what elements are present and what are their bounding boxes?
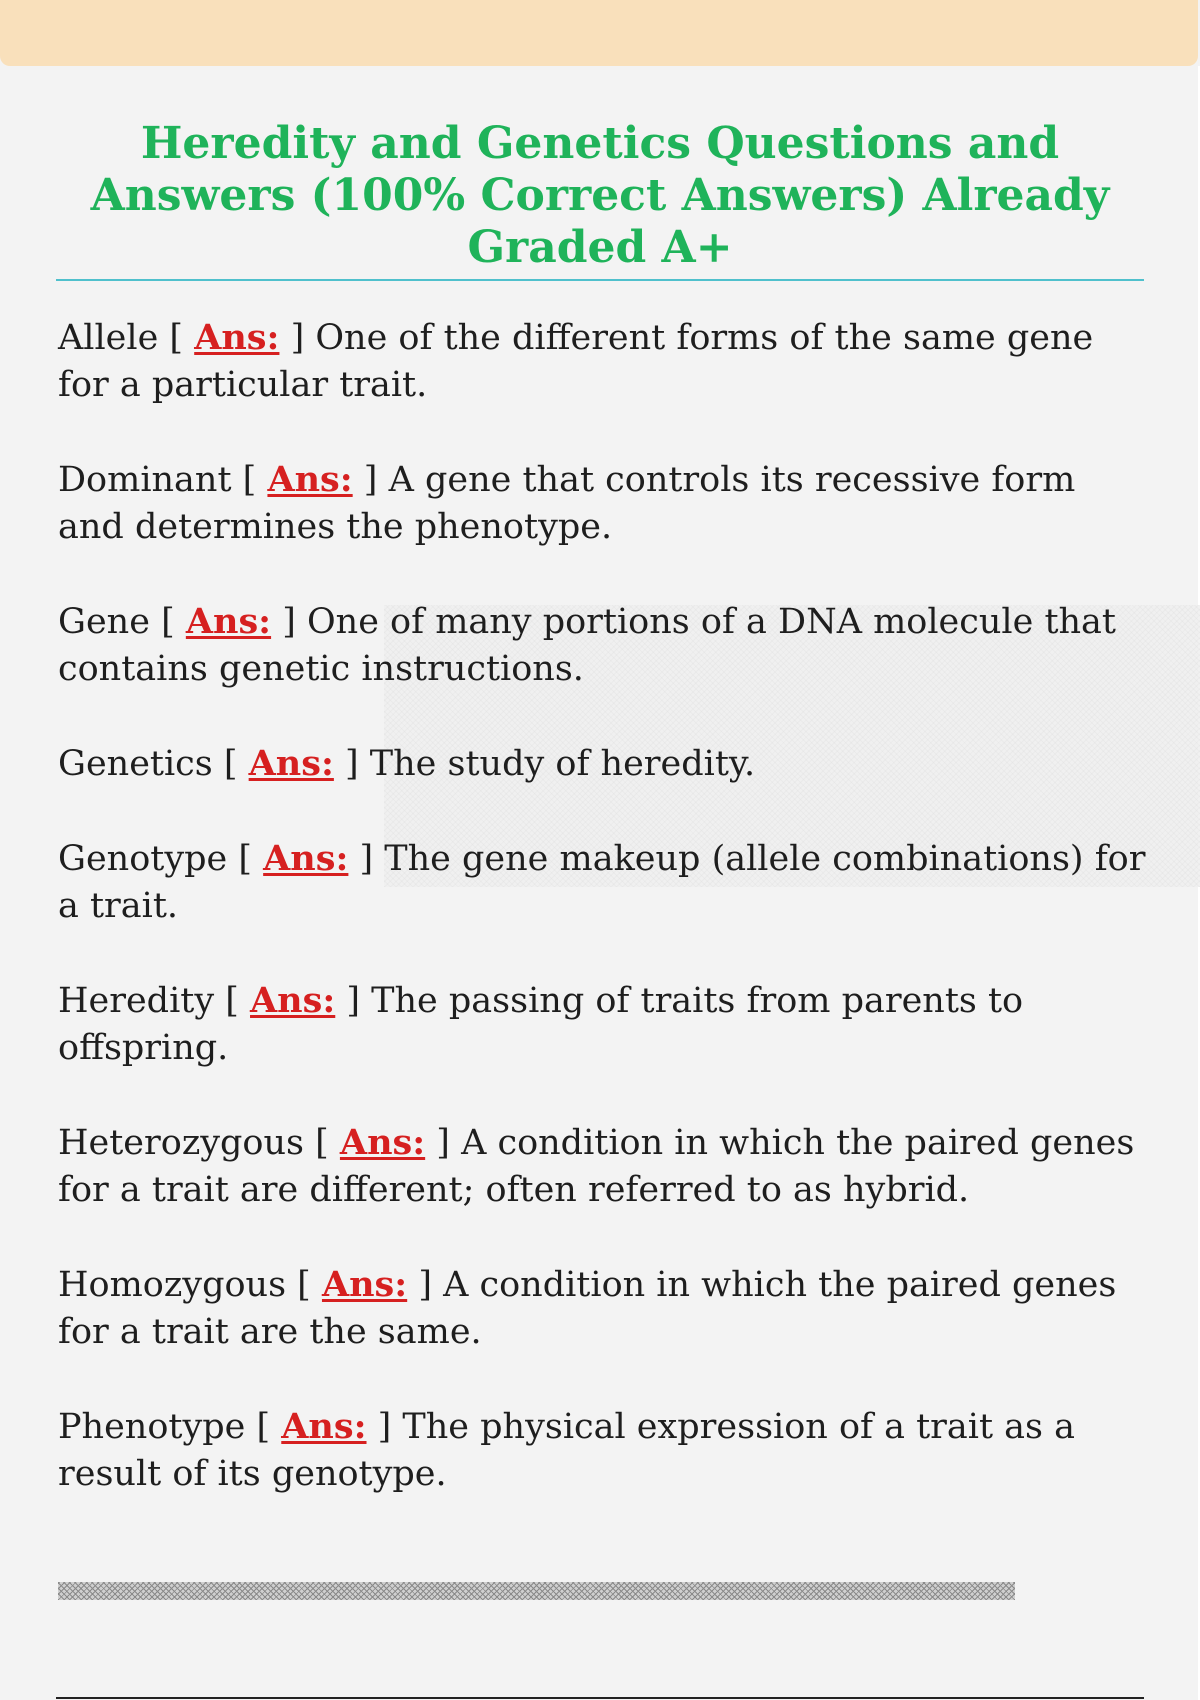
- definition: The passing of traits from parents to offspring.: [58, 981, 1024, 1068]
- answer-label: Ans:: [250, 980, 336, 1021]
- definition: The physical expression of a trait as a result of its genotype.: [58, 1407, 1075, 1494]
- term: Genotype: [58, 839, 228, 879]
- qa-item: Genetics [ Ans: ] The study of heredity.: [58, 743, 756, 784]
- qa-item: Homozygous [ Ans: ] A condition in which the paired genes for a trait are the same.: [58, 1264, 1117, 1352]
- qa-item: Allele [ Ans: ] One of the different forms of the same gene for a particular trait.: [58, 317, 1094, 405]
- answer-label: Ans:: [321, 1264, 408, 1305]
- definition: A condition in which the paired genes for a trait are the same.: [58, 1265, 1117, 1352]
- definition: The gene makeup (allele combinations) for a trait.: [58, 839, 1146, 926]
- qa-list: [58, 314, 1148, 1545]
- qa-item: Genotype [ Ans: ] The gene makeup (allele combinations) for a trait.: [58, 838, 1146, 926]
- definition: A condition in which the paired genes for a trait are different; often referred to as hybrid.: [58, 1123, 1135, 1210]
- page-title: Heredity and Genetics Questions and Answers (100% Correct Answers) Already Graded A+: [90, 118, 1110, 273]
- qa-item: Heterozygous [ Ans: ] A condition in which the paired genes for a trait are different; often referred to as hybrid.: [58, 1122, 1135, 1210]
- answer-label: Ans:: [267, 459, 353, 500]
- term: Heredity: [58, 981, 215, 1021]
- term: Phenotype: [58, 1407, 246, 1447]
- term: Heterozygous: [58, 1123, 305, 1163]
- term: Genetics: [58, 744, 213, 784]
- qa-item: Gene [ Ans: ] One of many portions of a DNA molecule that contains genetic instructions.: [58, 601, 1116, 689]
- term: Dominant: [58, 460, 232, 500]
- definition: One of many portions of a DNA molecule that contains genetic instructions.: [58, 602, 1116, 689]
- definition: A gene that controls its recessive form and determines the phenotype.: [58, 460, 1076, 547]
- term: Gene: [58, 602, 150, 642]
- answer-label: Ans:: [194, 317, 280, 358]
- pattern-divider: [58, 1582, 1015, 1600]
- answer-label: Ans:: [185, 601, 272, 642]
- title-divider: [56, 279, 1144, 281]
- answer-label: Ans:: [339, 1122, 426, 1163]
- answer-label: Ans:: [248, 743, 334, 784]
- qa-item: Dominant [ Ans: ] A gene that controls its recessive form and determines the phenotype.: [58, 459, 1076, 547]
- term: Allele: [58, 318, 159, 358]
- qa-item: Heredity [ Ans: ] The passing of traits from parents to offspring.: [58, 980, 1024, 1068]
- answer-label: Ans:: [281, 1406, 367, 1447]
- answer-label: Ans:: [263, 838, 349, 879]
- definition: One of the different forms of the same gene for a particular trait.: [58, 318, 1094, 405]
- bottom-divider: [56, 1697, 1144, 1699]
- definition: The study of heredity.: [369, 744, 756, 784]
- term: Homozygous: [58, 1265, 287, 1305]
- qa-item: Phenotype [ Ans: ] The physical expression of a trait as a result of its genotype.: [58, 1406, 1075, 1494]
- top-banner: [0, 0, 1198, 66]
